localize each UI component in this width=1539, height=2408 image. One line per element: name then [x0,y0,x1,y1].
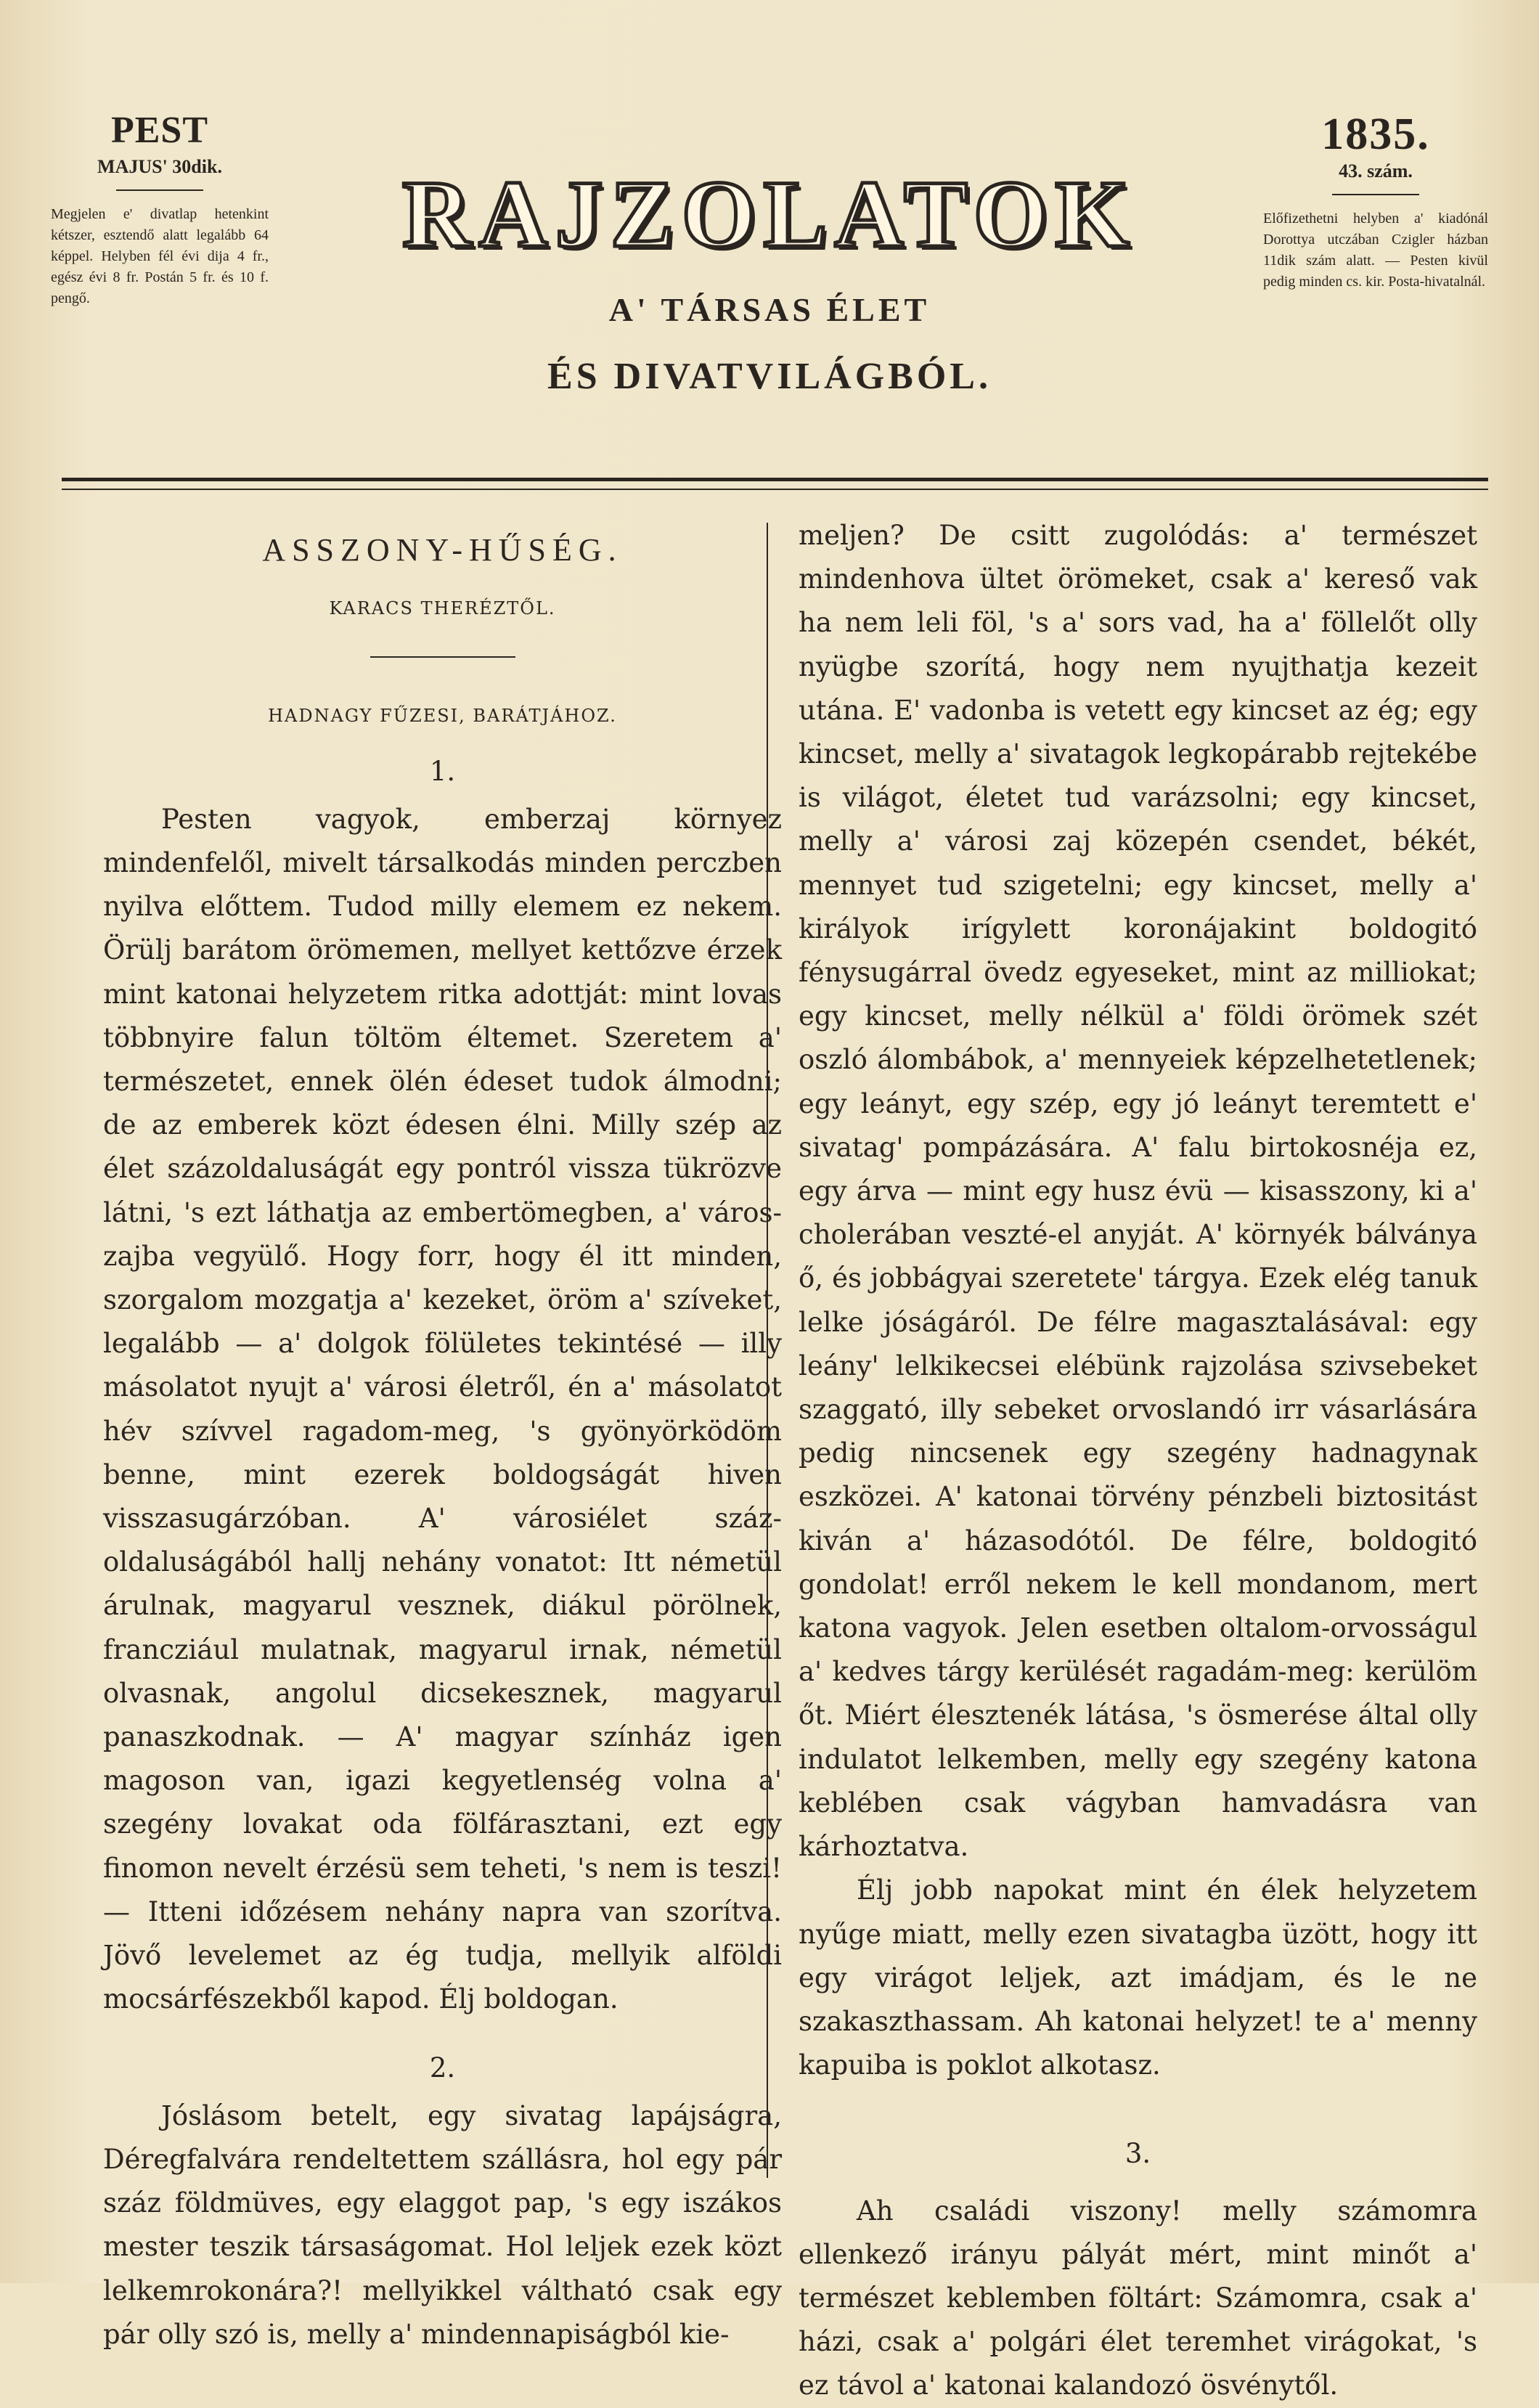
paragraph: Élj jobb napokat mint én élek helyzetem nyűge miatt, melly ezen sivatagba üzött, hogy itt egy virágot leljek, azt imádjam, és le ne szakaszthassam. Ah katonai helyzet! te a' menny kapuiba is poklot alkotasz. [799,1874,1477,2081]
column-divider [767,523,768,2178]
left-column [103,514,782,2356]
paragraph: Jóslásom betelt, egy sivatag lapájságra, Déregfalvára rendeltettem szállásra, hol egy pár száz földmüves, egy elaggot pap, 's egy iszákos mester teszik társaságomat. Hol leljek ezek közt lelkemrokonára?! mellyikkel váltható csak egy pár olly szó is, melly a' mindennapiságból kie- [103,2099,782,2350]
divider [370,656,515,658]
section-number: 1. [429,755,456,787]
masthead-left-block [51,109,269,309]
article-author: KARACS THERÉZTŐL. [329,598,556,619]
right-column [799,514,1477,2408]
divider [1332,194,1419,195]
place-name: PEST [110,110,209,151]
issue-number: 43. szám. [1339,160,1413,181]
article-subheading: HADNAGY FŰZESI, BARÁTJÁHOZ. [268,706,617,727]
masthead-center [305,160,1234,398]
newspaper-title: RAJZOLATOK [402,160,1137,267]
section-number: 3. [1124,2138,1151,2170]
masthead-right-block [1263,109,1488,293]
article-title: ASSZONY-HŰSÉG. [262,532,623,568]
paragraph: Pesten vagyok, emberzaj környez mindenfelől, mivelt társalkodás minden perczben nyilva előttem. Tudod milly elemem ez nekem. Örülj barátom örömemen, mellyet kettőzve érzek mint katonai helyzetem ritka adottját: mint lovas többnyire falun töltöm éltemet. Szeretem a' természetet, ennek ölén édeset tudok álmodni; de az emberek közt édesen élni. Milly szép az élet százoldaluságát egy pontról vissza tükrözve látni, 's ezt láthatja az embertömegben, a' város-zajba vegyülő. Hogy forr, hogy él itt minden, szorgalom mozgatja a' kezeket, öröm a' szíveket, legalább — a' dolgok fölületes tekintésé — illy másolatot nyujt a' városi életről, én a' másolatot hév szívvel ragadom-meg, 's gyönyörködöm benne, mint ezerek boldogságát hiven visszasugárzóban. A' városiélet száz-oldaluságából hallj nehány vonatot: Itt németül árulnak, magyarul vesznek, diákul pörölnek, francziául mulatnak, magyarul irnak, németül olvasnak, angolul dicsekesznek, magyarul panaszkodnak. — A' magyar színház igen magoson van, igazi kegyetlenség volna a' szegény lovakat oda fölfárasztani, ezt egy finomon nevelt érzésü sem teheti, 's nem is teszi! — Itteni időzésem nehány napra van szorítva. Jövő levelemet az ég tudja, mellyik alföldi mocsárfészekből kapod. Élj boldogan. [103,803,782,2015]
newspaper-subtitle-line1: A' TÁRSAS ÉLET [608,291,931,328]
subscription-info: Előfizethetni helyben a' kiadónál Dorottya utczában Czigler házban 11dik szám alatt. — Pesten kivül pedig minden cs. kir. Posta-hivatalnál. [1263,211,1488,290]
divider [116,189,203,191]
section-number: 2. [429,2052,456,2083]
masthead-double-rule [62,478,1488,490]
newspaper-subtitle-line2: ÉS DIVATVILÁGBÓL. [547,356,992,397]
issue-date: MAJUS' 30dik. [97,156,222,177]
paragraph: Ah családi viszony! melly számomra ellenkező irányu pályát mért, mint minőt a' természet keblemben föltárt: Számomra, csak a' házi, csak a' polgári élet teremhet virágokat, 's ez távol a' katonai kalandozó ösvénytől. [799,2195,1477,2401]
paragraph: meljen? De csitt zugolódás: a' természet mindenhova ültet örömeket, csak a' kereső vak ha nem leli föl, 's a' sors vad, ha a' föllelőt olly nyügbe szorítá, hogy nem nyujthatja kezeit utána. E' vadonba is vetett egy kincset az ég; egy kincset, melly a' sivatagok legkopárabb rejtekébe is világot, életet tud varázsolni; egy kincset, melly a' városi zaj közepén csendet, békét, mennyet tud szigetelni; egy kincset, melly a' királyok irígylett koronájakint boldogitó fénysugárral övedz egyeseket, mint az milliokat; egy kincset, melly nélkül a' földi örömek szét oszló álombábok, a' mennyeiek képzelhetetlenek; egy leányt, egy szép, egy jó leányt teremtett e' sivatag' pompázására. A' falu birtokosnéja ez, egy árva — mint egy husz évü — kisasszony, ki a' cholerában veszté-el anyját. A' környék bálványa ő, és jobbágyai szeretete' tárgya. Ezek elég tanuk lelke jóságáról. De félre magasztalásával: egy leány' lelkikecsei elébünk rajzolása szivsebeket szaggató, illy sebeket orvoslandó irr vásarlására pedig nincsenek egy szegény hadnagynak eszközei. A' katonai törvény pénzbeli biztositást kiván a' házasodótól. De félre, boldogitó gondolat! erről nekem le kell mondanom, mert katona vagyok. Jelen esetben oltalom-orvosságul a' kedves tárgy kerülését ragadám-meg: kerülöm őt. Miért élesztenék látása, 's ösmerése által olly indulatot lelkemben, melly egy szegény katona keblében csak vágyban hamvadásra van kárhoztatva. [799,520,1477,1863]
issue-year: 1835. [1321,110,1430,159]
publication-terms: Megjelen e' divatlap hetenkint kétszer, esztendő alatt legalább 64 képpel. Helyben fél évi dija 4 fr., egész évi 8 fr. Postán 5 fr. és 10 f. pengő. [51,206,269,306]
